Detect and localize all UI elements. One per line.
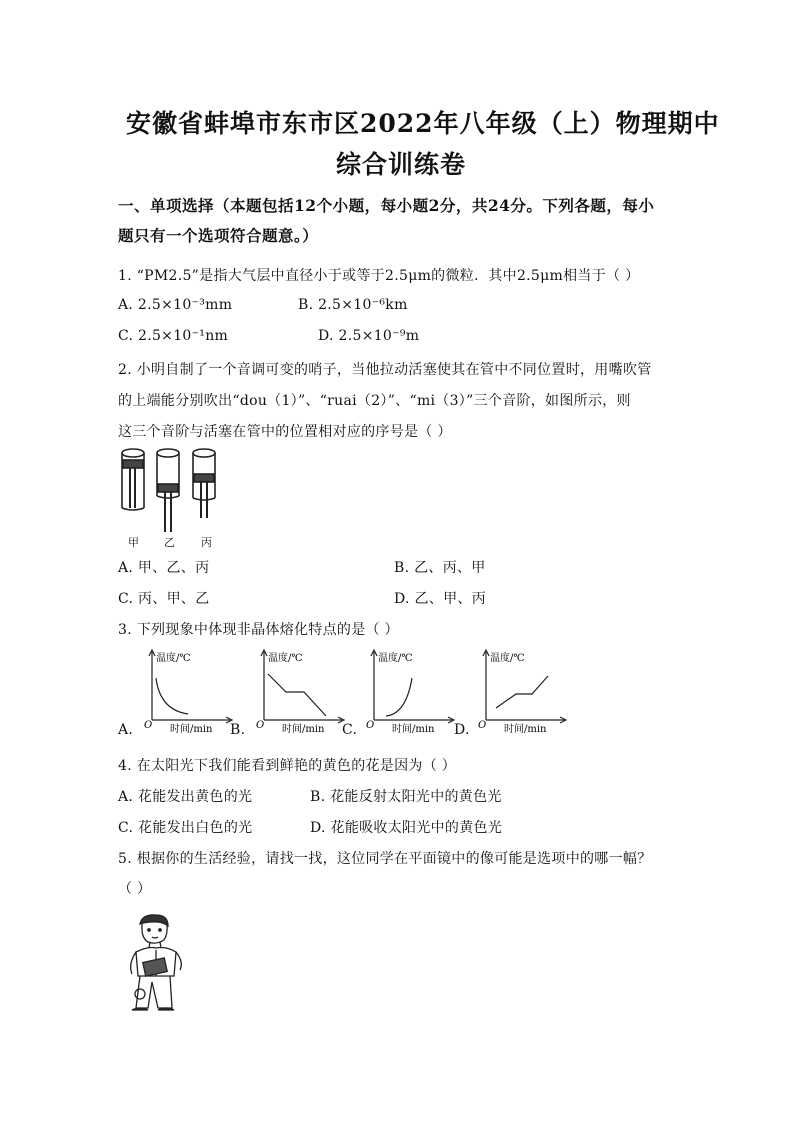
q5-stem-line1: 5. 根据你的生活经验，请找一找，这位同学在平面镜中的像可能是选项中的哪一幅？ <box>118 851 652 867</box>
whistle-tube-yi <box>157 449 179 532</box>
whistle-label-bing: 丙 <box>201 536 212 549</box>
graph-a <box>138 648 234 734</box>
q1-option-c: C. 2.5×10⁻¹nm <box>118 328 229 344</box>
section-heading-line1: 一、单项选择（本题包括12个小题，每小题2分，共24分。下列各题，每小 <box>118 196 655 215</box>
graph-a-xlabel: 时间/min <box>170 724 213 734</box>
graph-b <box>250 648 346 734</box>
whistle-tube-bing <box>193 449 215 518</box>
document-title-line1: 安徽省蚌埠市东市区2022年八年级（上）物理期中 <box>126 109 720 138</box>
student-figure <box>118 912 198 1016</box>
q2-option-b: B. 乙、丙、甲 <box>394 560 486 576</box>
q3-option-c: C. <box>342 722 358 738</box>
q4-option-a: A. 花能发出黄色的光 <box>118 789 253 805</box>
q2-stem-line3: 这三个音阶与活塞在管中的位置相对应的序号是（ ） <box>118 424 452 440</box>
q1-option-a: A. 2.5×10⁻³mm <box>118 297 233 313</box>
graph-c <box>360 648 456 734</box>
graph-d-origin: O <box>478 720 487 731</box>
q1-stem: 1. “PM2.5”是指大气层中直径小于或等于2.5μm的微粒．其中2.5μm相当于（ ） <box>118 268 640 284</box>
graph-b-origin: O <box>256 720 265 731</box>
q1-option-b: B. 2.5×10⁻⁶km <box>298 297 408 313</box>
q4-option-c: C. 花能发出白色的光 <box>118 820 253 836</box>
graph-b-ylabel: 温度/℃ <box>268 653 303 664</box>
q3-option-b: B. <box>230 722 246 738</box>
whistle-label-jia: 甲 <box>128 536 139 549</box>
q3-option-d: D. <box>454 722 470 738</box>
graph-d <box>472 648 568 734</box>
q2-stem-line2: 的上端能分别吹出“dou（1）”、“ruai（2）”、“mi（3）”三个音阶，如图所示，则 <box>118 393 631 409</box>
graph-c-xlabel: 时间/min <box>392 724 435 734</box>
graph-a-ylabel: 温度/℃ <box>156 653 191 664</box>
document-title-line2: 综合训练卷 <box>336 150 467 179</box>
whistle-label-yi: 乙 <box>164 536 175 549</box>
graph-c-ylabel: 温度/℃ <box>378 653 413 664</box>
q2-option-d: D. 乙、甲、丙 <box>394 591 487 607</box>
q1-option-d: D. 2.5×10⁻⁹m <box>318 328 420 344</box>
q3-option-a: A. <box>118 722 134 738</box>
section-heading-line2: 题只有一个选项符合题意。） <box>118 226 319 245</box>
whistle-tube-jia <box>122 449 144 510</box>
q4-option-b: B. 花能反射太阳光中的黄色光 <box>310 789 502 805</box>
q2-option-c: C. 丙、甲、乙 <box>118 591 210 607</box>
q2-option-a: A. 甲、乙、丙 <box>118 560 210 576</box>
graph-d-ylabel: 温度/℃ <box>490 653 525 664</box>
graph-a-origin: O <box>144 720 153 731</box>
graph-d-xlabel: 时间/min <box>504 724 547 734</box>
q5-stem-line2: （ ） <box>118 881 152 897</box>
q2-stem-line1: 2. 小明自制了一个音调可变的哨子，当他拉动活塞使其在管中不同位置时，用嘴吹管 <box>118 362 652 378</box>
q3-stem: 3. 下列现象中体现非晶体熔化特点的是（ ） <box>118 622 399 638</box>
q4-option-d: D. 花能吸收太阳光中的黄色光 <box>310 820 503 836</box>
graph-b-xlabel: 时间/min <box>282 724 325 734</box>
graph-c-origin: O <box>366 720 375 731</box>
q4-stem: 4. 在太阳光下我们能看到鲜艳的黄色的花是因为（ ） <box>118 758 457 774</box>
